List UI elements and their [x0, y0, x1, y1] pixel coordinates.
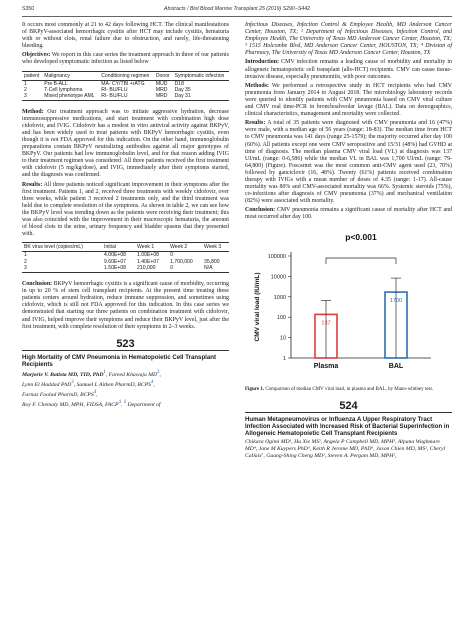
conclusion-label: Conclusion:	[22, 281, 53, 288]
y-axis-label: CMV viral load (IU/mL)	[254, 272, 261, 342]
author: , Fareed Khawaja MD	[105, 372, 158, 379]
col-conditioning: Conditioning regimen	[99, 71, 154, 80]
col-patient: patient	[22, 71, 42, 80]
table-cell: 2	[24, 258, 27, 265]
introduction-text: CMV infection remains a leading cause of morbidity and mortality in allogeneic hematopoietic cell transplant (allo-HCT) recipients. CMV can cause tissue-invasive disease, especially pneumonitis, with poor outcomes.	[245, 59, 452, 80]
bk-table-header	[22, 243, 229, 252]
page-header	[22, 6, 452, 16]
author-lead: Marjorie V. Batista MD, TID, PhD	[22, 372, 104, 379]
table-cell: 1.50E+08	[102, 265, 135, 273]
affil-ref[interactable]: 3	[71, 380, 74, 386]
abstract-authors-523: Marjorie V. Batista MD, TID, PhD$^1$, Fareed Khawaja $MD^2$, Lynn El Haddad PhD$^3$, Samuel L Aitken PharmD, BCPS$^4$, Farnaz Foolad PharmD, BCPS$^4$, Roy F. Chemaly MD, MPH, FIDSA, FACP$^4$. $^1$ Department of	[22, 370, 161, 408]
col-week2: Week 2	[168, 243, 202, 252]
col-donor: Donor	[154, 71, 173, 80]
authors-list: Chikara Ogimi MD¹, Hu Xie MS², Angela P Campbell MD, MPH³, Alpana Waghmare MD⁴, Jane M Kuypers PhD⁵, Keith R Jerome MD, PhD⁶, Jason Chien MD, MS², Cheryl Callais⁷, Guang-Shing Cheng MD², Steven A. Pergam MD, MPH²,	[245, 438, 446, 459]
affil-ref[interactable]: 1	[103, 370, 106, 376]
header-rule	[22, 16, 452, 17]
results-label: Results:	[22, 181, 43, 188]
table-cell: MRD	[154, 93, 173, 101]
table-cell: 1.00E+08	[137, 252, 159, 259]
abstract-title-524: Human Metapneumovirus or Influenza A Upper Respiratory Tract Infection Associated with Increased Risk of Bacterial Superinfection in Allogeneic Hematopoietic Cell Transplant Recipients	[245, 415, 450, 438]
col-bk-level: BK virus level (copies/mL)	[22, 243, 102, 252]
table-cell: 1	[24, 80, 27, 87]
author: Roy F. Chemaly MD, MPH, FIDSA, FACP	[22, 401, 119, 408]
methods-text: We performed a retrospective study in HCT recipients who had CMV pneumonia from January 2014 to August 2018. The microbiology laboratory records were queried to identify patients with CMV pneumonia based on CMV viral culture and CMV real time-PCR in bronchoalveolar lavage (BAL). Data on demographics, clinical characteristics, management and mortality were collected.	[245, 82, 452, 118]
introduction-label: Introduction:	[245, 59, 279, 66]
methods-label: Methods:	[245, 82, 269, 89]
table-cell: Pre B-ALL	[44, 80, 68, 87]
chart-svg	[245, 226, 452, 384]
table-cell: 0	[170, 252, 173, 259]
results-paragraph	[22, 182, 229, 239]
table-cell: N/A	[202, 265, 229, 273]
figure-caption	[245, 387, 452, 393]
table-cell: 1.40E+07	[137, 258, 159, 265]
chart-title: p<0.001	[345, 231, 377, 242]
col-infection: Symptomatic infection	[173, 71, 229, 80]
affil-ref: 1	[123, 400, 127, 406]
table-cell: RI- BU/FLU	[99, 93, 154, 101]
method-paragraph	[22, 109, 229, 180]
right-column	[245, 22, 452, 460]
table-cell: 3	[22, 93, 42, 101]
y-tick-label: 10	[279, 335, 286, 342]
affiliations: Infectious Diseases, Infection Control & Employee Health, MD Anderson Cancer Center, Houston, TX; ² Department of Infectious Diseases, Infection Control, and Employee Health, The University of Texas MD Anderson Cancer Center, Houston, TX; ³ 1515 Holcombe Blvd, MD Anderson Cancer Center, HOUSTON, TX; ⁴ Division of Pharmacy, The University of Texas MD Anderson Cancer Center, Houston, TX	[245, 22, 452, 57]
affil-start: Department of	[126, 401, 161, 408]
table-cell: MA- CY/TBI +rATG	[101, 80, 145, 87]
patients-table-header	[22, 71, 229, 80]
conclusion-label-right: Conclusion:	[245, 207, 276, 214]
table-cell: 210,000	[135, 265, 168, 273]
results-paragraph-right	[245, 120, 452, 205]
conclusion-text-right: CMV pneumonia remains a significant cause of mortality after HCT and most occurred after day 100.	[245, 207, 452, 221]
y-tick-label: 10000	[270, 273, 286, 280]
abstract-number-524: 524	[245, 403, 452, 413]
table-row	[22, 252, 229, 259]
method-text: Our treatment approach was to initiate aggressive hydration, decrease immunosuppressive medications, and start treatment with combination high dose cidofovir, and IVIG. Cidofovir has a modest in vitro antiviral activity against BKPyV, and has been widely used to treat patients with BKPyV hemorrhagic cystitis, even though it is not FDA approved for this indication. On the other hand, immunoglobulin preparations contain BKPyV neutralizing antibodies against all major genotypes of BKPyV. Our patients had low immunoglobulin level, and for that reason adding IVIG to their treatment regimen was considered. All three patients received the first treatment with cidofovir (5 mg/kg/dose), and IVIG, immediately after their symptoms started, and the diagnosis was confirmed.	[22, 108, 229, 179]
conclusion-text: BKPyV hemorrhagic cystitis is a significant cause of morbidity, occurring in up to 20 % of stem cell transplant recipients. At the present time treating these patients centers around hydration, reduce immune suppression, and sometimes using cidofovir, which is still not FDA approved for this indication. In this case series we demonstrated that starting our three patients on combination treatment with cidofovir, and IVIG, helped improve their symptoms and reduce their BKPyV level, just after the first treatment, with complete resolution of their symptoms in 2–3 weeks.	[22, 281, 229, 330]
conclusion-paragraph	[22, 281, 229, 331]
table-cell: 2	[24, 86, 27, 93]
objectives-label: Objectives:	[22, 52, 51, 59]
y-tick-label: 100	[276, 314, 286, 321]
table-cell: MRD	[155, 86, 168, 93]
methods-paragraph	[245, 83, 452, 118]
table-cell: Mixed phenotype AML	[42, 93, 99, 101]
abstract-authors-524	[245, 439, 452, 460]
y-tick-label: 100000	[267, 253, 286, 260]
x-tick-label: Plasma	[313, 362, 339, 370]
table-cell: 3	[22, 265, 102, 273]
table-cell: MUD	[155, 80, 168, 87]
author: Lynn El Haddad PhD	[22, 382, 72, 389]
y-tick-label: 1000	[273, 294, 286, 301]
table-cell: Day 35	[174, 86, 191, 93]
affil-ref[interactable]: 4	[151, 380, 154, 386]
table-cell	[202, 252, 229, 259]
bar-value-label: 1700	[389, 297, 403, 304]
intro-paragraph: It occurs most commonly at 21 to 42 days following HCT. The clinical manifestations of BKPyV-associated hemorrhagic cystitis after HCT may include cystitis, hematuria with or without clots, renal failure due to obstruction, and rarely, life-threatening bleeding.	[22, 22, 229, 50]
table-cell: 9.60E+07	[104, 258, 126, 265]
table-row	[22, 93, 229, 101]
left-column	[22, 22, 229, 409]
cmv-viral-load-chart	[245, 226, 452, 384]
table-cell: RI- BU/FLU	[101, 86, 128, 93]
table-row	[22, 265, 229, 273]
col-malignancy: Malignancy	[42, 71, 99, 80]
figure-caption-text: Comparison of median CMV viral load, in plasma and BAL, by Mann-whitney test.	[264, 386, 434, 392]
table-cell: 1,700,000	[170, 258, 193, 265]
table-cell: 0	[168, 265, 202, 273]
figure-label: Figure 1.	[245, 386, 265, 392]
results-label-right: Results:	[245, 120, 266, 127]
table-cell: T-Cell lymphoma	[44, 86, 83, 93]
abstract-title-523: High Mortality of CMV Pneumonia in Hematopoietic Cell Transplant Recipients	[22, 353, 217, 369]
objectives-paragraph	[22, 52, 229, 66]
table-cell: Day 31	[173, 93, 229, 101]
separator: .	[120, 401, 124, 408]
introduction-paragraph	[245, 59, 452, 80]
x-tick-label: BAL	[388, 362, 404, 370]
y-tick-label: 1	[282, 355, 286, 362]
affil-ref[interactable]: 4	[93, 390, 97, 396]
results-text-right: A total of 35 patients were diagnosed with CMV pneumonia and 16 (47%) were male, with a median age of 56 years (range: 18-83). The median time from HCT to CMV pneumonia was 141 days (range 25-1579); the majority occurred after day 100 (60%). All patients except one were CMV seropositive and 15/31 (48%) had GVHD at time of diagnosis. The median plasma CMV viral load (VL) at diagnosis was 137 UI/mL (range: 0-6,586) while the median VL in BAL was 1,700 UI/mL (range: 79-64,800) (Figure). Foscarnet was the most common anti-CMV agent used (23, 70%) followed by ganciclovir (16, 48%). Twenty (61%) patients received combination therapy with IVIGs with a mean number of doses of 4.35 (range: 1-17). All-cause mortality was 80% and CMV-associated mortality was 66%. Systemic steroids (75%), co-infections after diagnosis of CMV pneumonia (37%) and mechanical ventilation (82%) were associated with mortality.	[245, 120, 452, 205]
table-cell: 1	[24, 252, 27, 259]
method-label: Method:	[22, 108, 44, 115]
objectives-text: We report in this case series the treatment approach in three of our patients who developed symptomatic infection as listed below	[22, 52, 229, 66]
col-initial: Initial	[102, 243, 135, 252]
bar-value-label: 137	[321, 319, 331, 326]
affil-ref[interactable]: 4	[118, 400, 121, 406]
table-cell: 35,800	[204, 258, 220, 265]
affil-ref[interactable]: 2	[157, 370, 160, 376]
table-cell: 4.00E+08	[104, 252, 126, 259]
conclusion-paragraph-right	[245, 207, 452, 221]
bk-virus-table	[22, 242, 229, 273]
journal-citation: Abstracts / Biol Blood Marrow Transplant 25 (2019) S290−S442	[164, 6, 310, 12]
patients-table	[22, 71, 229, 101]
results-text: All three patients noticed significant improvement in their symptoms after the first treatment. Patients 1, and 2, received three treatments with weekly cidofovir, over three weeks, while patient 3 received 2 treatments only, and the third treatment was held due to complete resolution of the symptoms. As shown in table 2, we can see how the BKPyV level was trending down as the patients were receiving their treatment; this was also coincided with the improvement in their macroscopic hematuria, the amount of blood clots in the urine, urinary frequency and bladder spasms that they presented with.	[22, 181, 229, 238]
abstract-number-523: 523	[22, 341, 229, 351]
author: Farnaz Foolad PharmD, BCPS	[22, 392, 94, 399]
page-number: S350	[22, 6, 35, 12]
author: , Samuel L Aitken PharmD, BCPS	[73, 382, 152, 389]
col-week1: Week 1	[135, 243, 168, 252]
table-cell: D18	[174, 80, 184, 87]
col-week3: Week 3	[202, 243, 229, 252]
